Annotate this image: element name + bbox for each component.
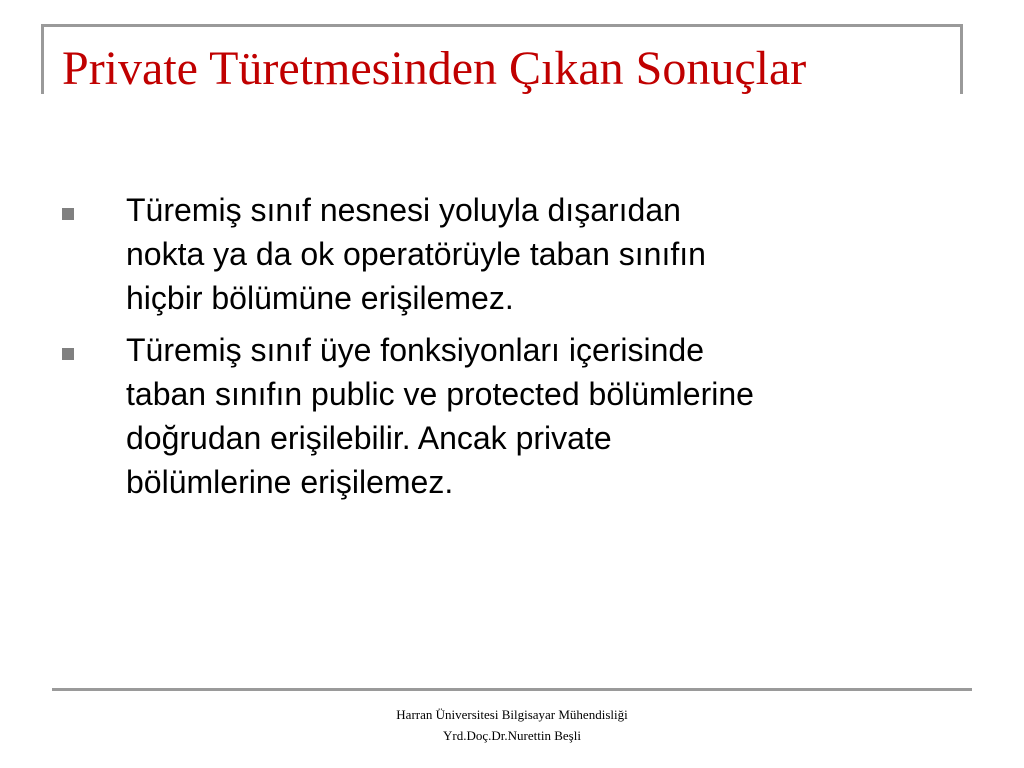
bullet-2-line-2: taban sınıfın public ve protected bölümlerine <box>126 376 754 412</box>
bullet-1-line-3: hiçbir bölümüne erişilemez. <box>126 280 514 316</box>
footer-divider <box>52 688 972 691</box>
square-bullet-icon <box>62 208 74 220</box>
footer-institution: Harran Üniversitesi Bilgisayar Mühendisliği <box>396 707 628 722</box>
footer-author: Yrd.Doç.Dr.Nurettin Beşli <box>443 728 581 743</box>
bullet-2-line-3: doğrudan erişilebilir. Ancak private <box>126 420 612 456</box>
bullet-1-line-2: nokta ya da ok operatörüyle taban sınıfın <box>126 236 706 272</box>
square-bullet-icon <box>62 348 74 360</box>
footer <box>300 704 724 746</box>
bullet-item-2 <box>62 328 982 504</box>
bullet-item-1 <box>62 188 982 320</box>
bullet-1-line-1: Türemiş sınıf nesnesi yoluyla dışarıdan <box>126 192 681 228</box>
bullet-list <box>62 188 982 512</box>
bullet-2-line-4: bölümlerine erişilemez. <box>126 464 454 500</box>
bullet-2-line-1: Türemiş sınıf üye fonksiyonları içerisinde <box>126 332 704 368</box>
slide-title: Private Türetmesinden Çıkan Sonuçlar <box>62 42 807 95</box>
